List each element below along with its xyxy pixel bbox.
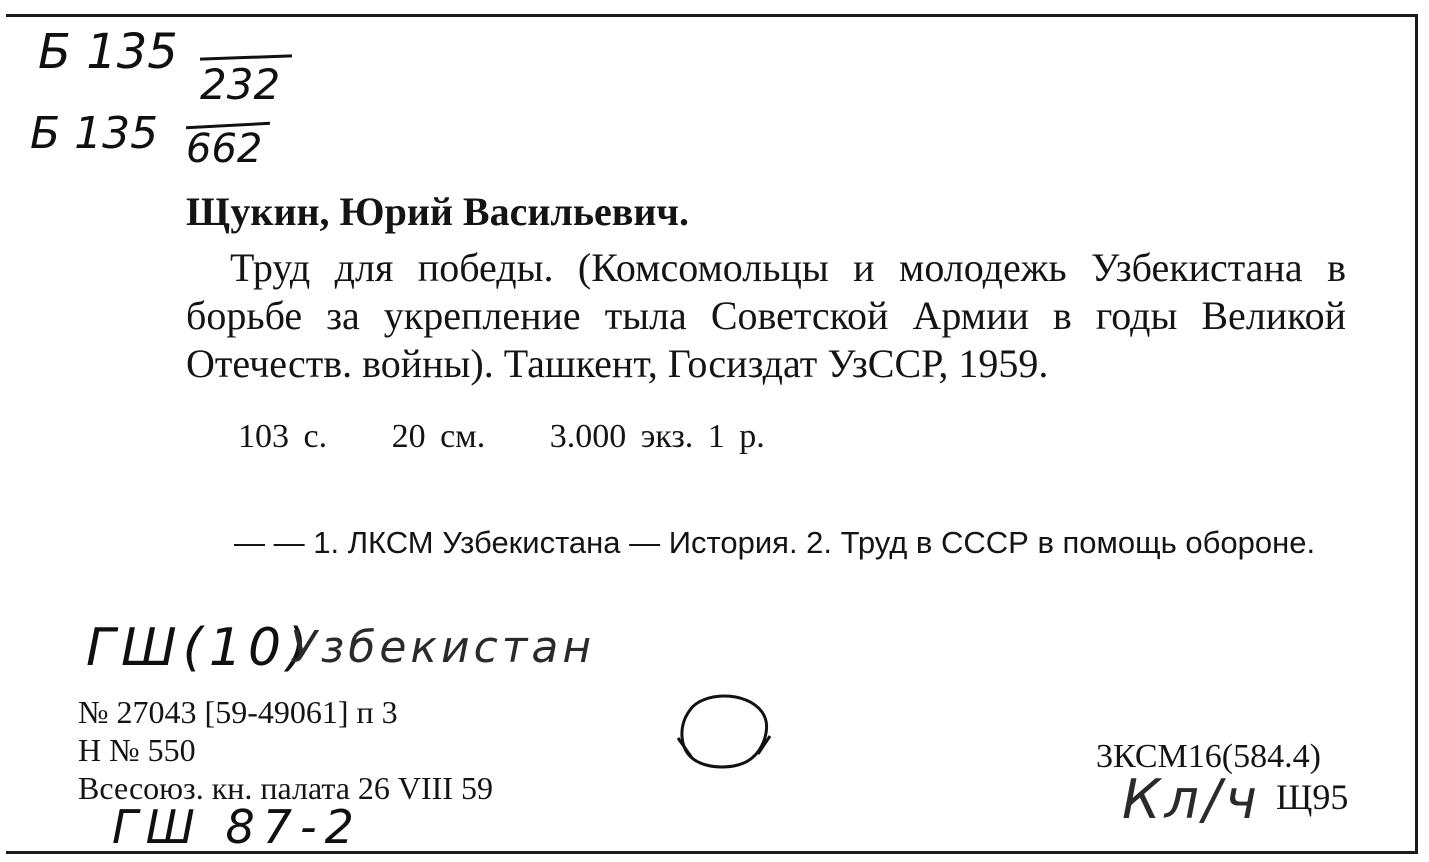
subject-headings (186, 524, 1346, 562)
handwritten-note-top-word: Узбекистан (290, 622, 596, 673)
handwritten-note-right: Кл/ч (1122, 768, 1261, 831)
subject-text: — — 1. ЛКСМ Узбекистана — История. 2. Труд в СССР в помощь обороне. (234, 525, 1316, 560)
copies-and-price: 3.000 экз. 1 р. (549, 418, 765, 455)
title-description (186, 244, 1346, 388)
author-mark: Щ95 (1276, 777, 1349, 817)
imprint-line-2: Н № 550 (78, 732, 196, 768)
physical-description (238, 418, 815, 456)
book-size: 20 см. (391, 418, 486, 455)
imprint-line-1: № 27043 [59-49061] п 3 (78, 694, 398, 730)
author-heading: Щукин, Юрий Васильевич. (186, 189, 689, 234)
imprint-line-3: Всесоюз. кн. палата 26 VIII 59 (78, 770, 493, 806)
call-number-second-number: 662 (186, 126, 263, 172)
classification-code: 3КСМ16(584.4) (1096, 738, 1321, 775)
call-number-first-number: 232 (200, 60, 281, 109)
call-number-first: Б 135 (38, 24, 178, 80)
call-number-second: Б 135 (30, 108, 159, 159)
stamp-mark-icon (672, 688, 774, 774)
page-count: 103 с. (238, 418, 328, 455)
handwritten-note-bottom: ГШ 87-2 (112, 800, 362, 854)
title-text: Труд для победы. (Комсомольцы и молодежь Узбекистана в борьбе за укрепление тыла Советской Армии в годы Великой Отечеств. войны). Ташкент, Госиздат УзССР, 1959. (186, 245, 1346, 386)
handwritten-note-top: ГШ(10) (86, 618, 314, 678)
